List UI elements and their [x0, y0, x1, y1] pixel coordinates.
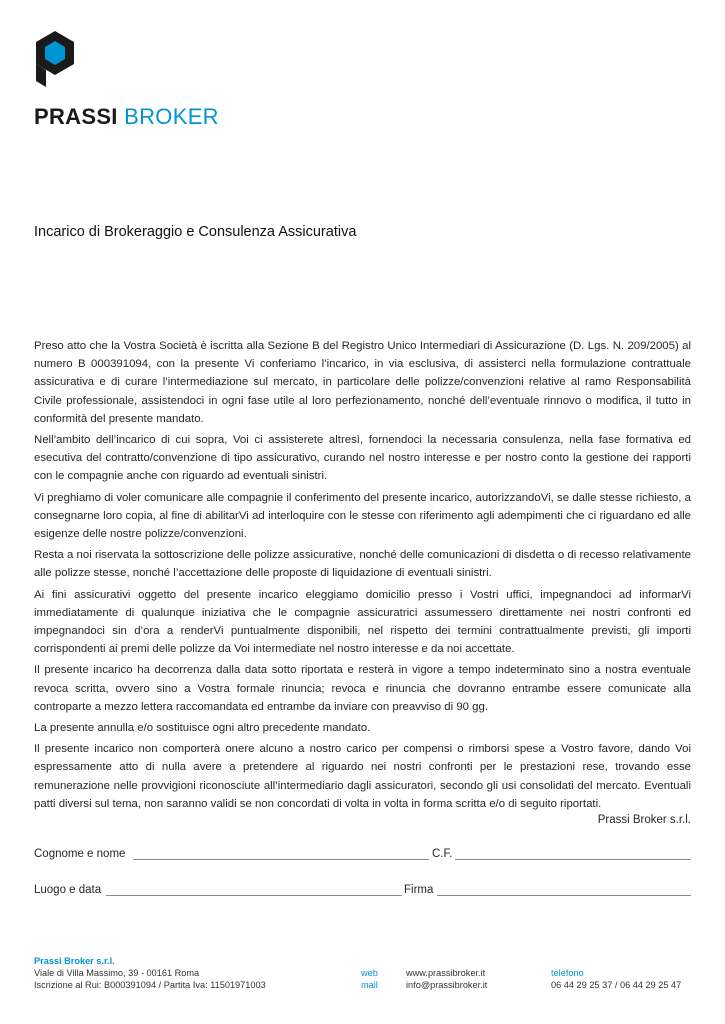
footer-mail-link[interactable]: info@prassibroker.it — [406, 980, 488, 990]
footer-registration: Iscrizione al Rui: B000391094 / Partita Iva: 11501971003 — [34, 980, 266, 990]
brand-name-part1: PRASSI — [34, 104, 118, 129]
brand-name-part2: BROKER — [124, 104, 219, 129]
body-paragraph: Nell’ambito dell’incarico di cui sopra, Voi ci assisterete altresì, fornendoci la necessaria consulenza, nella fase formativa ed esecutiva del contratto/convenzione di tipo assicurativo, curando nel nostro interesse e per nostro conto la gestione dei rapporti con le compagnie anche con riguardo ad eventuali sinistri. — [34, 434, 691, 483]
place-date-field[interactable] — [106, 895, 402, 896]
signer-company: Prassi Broker s.r.l. — [597, 814, 691, 826]
footer-phone-label: telefono — [551, 968, 584, 978]
footer-web-label: web — [361, 968, 378, 978]
prassi-broker-logo-icon — [34, 30, 76, 93]
footer-web-link[interactable]: www.prassibroker.it — [406, 968, 486, 978]
brand-name — [34, 104, 219, 130]
form-row-name — [34, 842, 691, 862]
cf-field[interactable] — [455, 859, 691, 860]
body-paragraph: Ai fini assicurativi oggetto del presente incarico eleggiamo domicilio presso i Vostri uffici, impegnandoci ad informarVi immediatamente di qualunque iniziativa che le compagnie assicuratrici assumessero direttamente nei nostri confronti ed impegnandoci sin d’ora a renderVi puntualmente disponibili, nel rispetto dei termini contrattualmente previsti, gli importi corrispondenti ai premi delle polizze da Voi intermediate nel nostro interesse e da noi accettate. — [34, 588, 691, 656]
document-title: Incarico di Brokeraggio e Consulenza Assicurativa — [34, 224, 357, 240]
surname-name-label: Cognome e nome — [34, 848, 126, 860]
signature-label: Firma — [404, 884, 434, 896]
body-paragraph: Il presente incarico ha decorrenza dalla data sotto riportata e resterà in vigore a tempo indeterminato sino a nostra eventuale revoca scritta, ovvero sino a Vostra formale rinuncia; revoca e rinuncia che dovranno entrambe essere comunicate alla controparte a mezzo lettera raccomandata ed entrambe da inviare con preavviso di 90 gg. — [34, 664, 691, 713]
form-row-place-date — [34, 878, 691, 898]
footer-address: Viale di Villa Massimo, 39 - 00161 Roma — [34, 968, 200, 978]
body-paragraph: Resta a noi riservata la sottoscrizione delle polizze assicurative, nonché delle comunicazioni di disdetta o di recesso relativamente alle polizze stesse, nonché l’accettazione delle proposte di liquidazione di eventuali sinistri. — [34, 549, 691, 580]
surname-name-field[interactable] — [133, 859, 429, 860]
footer-mail-label: mail — [361, 980, 378, 990]
body-paragraph: Il presente incarico non comporterà onere alcuno a nostro carico per compensi o rimborsi spese a Vostro favore, dando Voi espressamente atto di nulla avere a pretendere al riguardo nei nostri confronti per le prestazioni rese, trovando esse remunerazione nelle provvigioni riconosciute all’intermediario dagli assicuratori, secondo gli usi consolidati del mercato. Eventuali patti diversi sul tema, non saranno validi se non concordati di volta in volta in forma scritta e/o di seguito riportati. — [34, 743, 691, 810]
signature-field[interactable] — [437, 895, 691, 896]
body-paragraph: Vi preghiamo di voler comunicare alle compagnie il conferimento del presente incarico, autorizzandoVi, se dalle stesse richiesto, a consegnarne loro copia, al fine di abilitarVi ad interloquire con le stesse con riferimento agli adempimenti che ci riguardano ed alle esigenze delle nostre polizze/convenzioni. — [34, 491, 691, 541]
footer-company: Prassi Broker s.r.l. — [34, 956, 115, 966]
body-paragraph: La presente annulla e/o sostituisce ogni altro precedente mandato. — [34, 722, 371, 735]
cf-label: C.F. — [432, 848, 453, 860]
body-paragraph: Preso atto che la Vostra Società è iscritta alla Sezione B del Registro Unico Intermediari di Assicurazione (D. Lgs. N. 209/2005) al numero B 000391094, con la presente Vi conferiamo l’incarico, in via esclusiva, di assisterci nella formulazione contrattuale assicurativa e di curare l’intermediazione sul mercato, in particolare delle polizze/convenzioni relative al ramo Responsabilità Civile professionale, assistendoci in ogni fase utile al loro perfezionamento, nonché dell’eventuale rinnovo o modifica, il tutto in conformità del presente mandato. — [34, 340, 691, 425]
document-body — [34, 337, 691, 816]
footer-phone: 06 44 29 25 37 / 06 44 29 25 47 — [551, 980, 682, 990]
place-date-label: Luogo e data — [34, 884, 102, 896]
